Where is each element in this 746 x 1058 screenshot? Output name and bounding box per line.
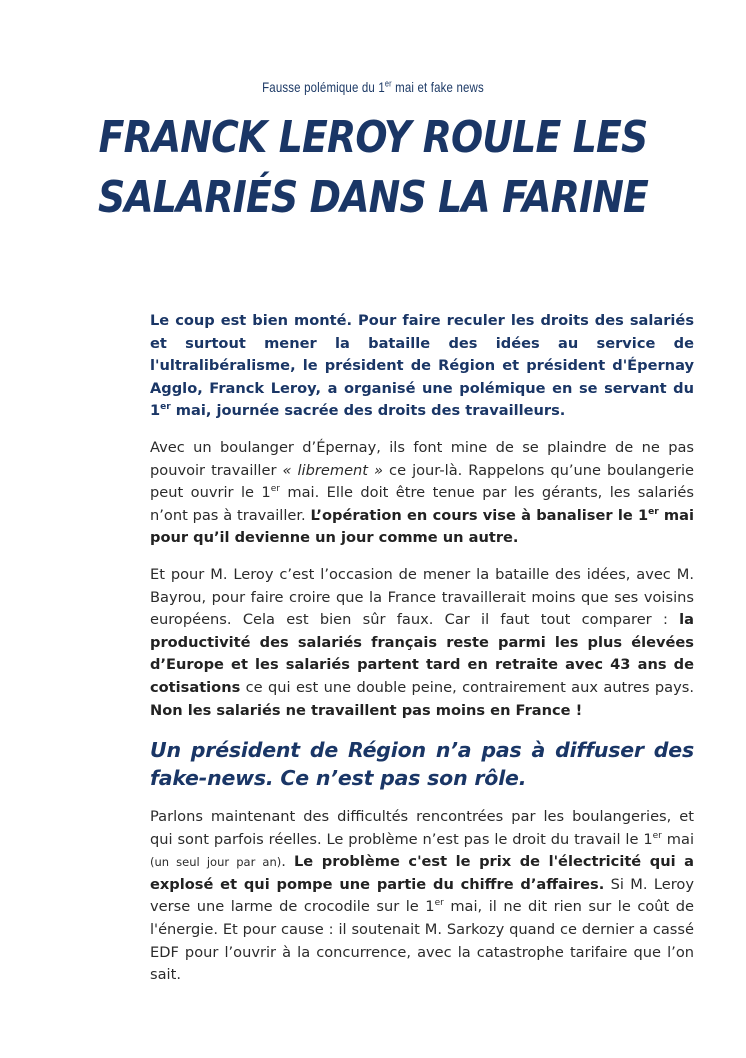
headline-line-2: SALARIÉS DANS LA FARINE [97, 172, 648, 223]
subheading: Un président de Région n’a pas à diffuser des fake-news. Ce n’est pas son rôle. [150, 738, 694, 791]
paragraph-2: Avec un boulanger d’Épernay, ils font mine de se plaindre de ne pas pouvoir travailler « librement » ce jour-là. Rappelons qu’une boulangerie peut ouvrir le 1er mai. Elle doit être tenue par les gérants, les salariés n’ont pas à travailler. L’opération en cours vise à banaliser le 1er mai pour qu’il devienne un jour comme un autre. [150, 438, 694, 547]
paragraph-3: Et pour M. Leroy c’est l’occasion de mener la bataille des idées, avec M. Bayrou, pour faire croire que la France travaillerait moins que ses voisins européens. Cela est bien sûr faux. Car il faut tout comparer : la productivité des salariés français reste parmi les plus élevées d’Europe et les salariés partent tard en retraite avec 43 ans de cotisations ce qui est une double peine, contrairement aux autres pays. Non les salariés ne travaillent pas moins en France ! [150, 565, 694, 719]
headline [52, 108, 694, 228]
kicker-text: Fausse polémique du 1 [262, 79, 385, 95]
kicker-sup: er [384, 78, 392, 89]
paragraph-4: Parlons maintenant des difficultés rencontrées par les boulangeries, et qui sont parfois réelles. Le problème n’est pas le droit du travail le 1er mai (un seul jour par an). Le problème c'est le prix de l'électricité qui a explosé et qui pompe une partie du chiffre d’affaires. Si M. Leroy verse une larme de crocodile sur le 1er mai, il ne dit rien sur le coût de l'énergie. Et pour cause : il soutenait M. Sarkozy quand ce dernier a cassé EDF pour l’ouvrir à la concurrence, avec la catastrophe tarifaire que l’on sait. [150, 808, 694, 984]
kicker [67, 79, 679, 95]
lead-paragraph: Le coup est bien monté. Pour faire reculer les droits des salariés et surtout mener la bataille des idées au service de l'ultralibéralisme, le président de Région et président d'Épernay Agglo, Franck Leroy, a organisé une polémique en se servant du 1er mai, journée sacrée des droits des travailleurs. [150, 312, 694, 420]
headline-line-1: FRANCK LEROY ROULE LES [98, 112, 648, 163]
article-body [150, 310, 694, 1001]
kicker-text-end: mai et fake news [391, 79, 484, 95]
